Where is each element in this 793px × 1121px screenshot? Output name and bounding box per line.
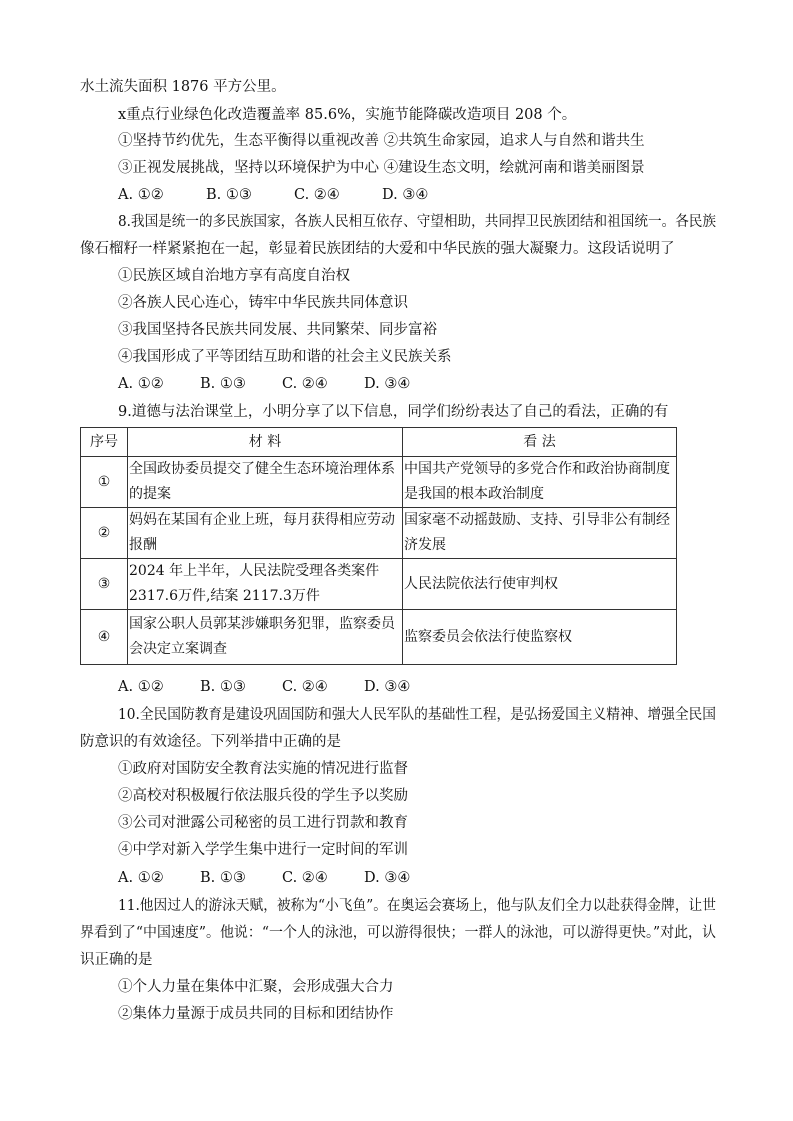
choice-c[interactable]: C. ②④ [282,679,328,695]
q8-option-4: ④我国形成了平等团结互助和谐的社会主义民族关系 [118,349,452,365]
table-row [81,610,677,665]
row-material: 妈妈在某国有企业上班，每月获得相应劳动 报酬 [128,508,403,559]
header-view: 看 法 [403,428,677,457]
q9-stem: 9.道德与法治课堂上，小明分享了以下信息，同学们纷纷表达了自己的看法，正确的有 [118,404,669,420]
row-number: ③ [81,559,128,610]
q11-option-2: ②集体力量源于成员共同的目标和团结协作 [118,1006,394,1022]
q11-stem-line-1: 11.他因过人的游泳天赋，被称为“小飞鱼”。在奥运会赛场上，他与队友们全力以赴获得金牌，让世 [118,898,716,914]
q10-choices [118,869,410,887]
choice-a[interactable]: A. ①② [118,376,164,392]
row-number: ② [81,508,128,559]
q8-option-1: ①民族区域自治地方享有高度自治权 [118,268,350,284]
q11-option-1: ①个人力量在集体中汇聚，会形成强大合力 [118,979,394,995]
choice-b[interactable]: B. ①③ [200,376,246,392]
choice-c[interactable]: C. ②④ [282,870,328,886]
table-row [81,457,677,508]
row-view: 监察委员会依法行使监察权 [403,610,677,665]
q10-stem-line-1: 10.全民国防教育是建设巩固国防和强大人民军队的基础性工程，是弘扬爱国主义精神、增强全民国 [118,707,716,723]
row-number: ① [81,457,128,508]
choice-d[interactable]: D. ③④ [364,679,411,695]
row-material: 全国政协委员提交了健全生态环境治理体系 的提案 [128,457,403,508]
choice-b[interactable]: B. ①③ [206,187,252,203]
choice-d[interactable]: D. ③④ [382,187,429,203]
table-row [81,559,677,610]
row-material: 国家公职人员郭某涉嫌职务犯罪，监察委员 会决定立案调查 [128,610,403,665]
row-view: 国家毫不动摇鼓励、支持、引导非公有制经 济发展 [403,508,677,559]
intro-line-2: x重点行业绿色化改造覆盖率 85.6%，实施节能降碳改造项目 208 个。 [118,107,577,123]
choice-a[interactable]: A. ①② [118,870,164,886]
intro-choices [118,186,428,204]
row-number: ④ [81,610,128,665]
intro-option-line-1: ①坚持节约优先，生态平衡得以重视改善 ②共筑生命家园，追求人与自然和谐共生 [118,133,645,149]
choice-c[interactable]: C. ②④ [294,187,340,203]
choice-a[interactable]: A. ①② [118,679,164,695]
q8-option-3: ③我国坚持各民族共同发展、共同繁荣、同步富裕 [118,322,437,338]
q8-choices [118,375,410,393]
row-view: 人民法院依法行使审判权 [403,559,677,610]
q10-option-4: ④中学对新入学学生集中进行一定时间的军训 [118,842,408,858]
choice-b[interactable]: B. ①③ [200,870,246,886]
q9-choices [118,678,410,696]
header-material: 材 料 [128,428,403,457]
q10-option-1: ①政府对国防安全教育法实施的情况进行监督 [118,761,408,777]
q11-stem-line-2: 界看到了“中国速度”。他说：“一个人的泳池，可以游得很快；一群人的泳池，可以游得更快。”对此，认 [80,925,716,941]
row-view: 中国共产党领导的多党合作和政治协商制度 是我国的根本政治制度 [403,457,677,508]
q9-table [80,427,677,665]
choice-d[interactable]: D. ③④ [364,870,411,886]
q11-stem-line-3: 识正确的是 [80,952,153,968]
intro-option-line-2: ③正视发展挑战，坚持以环境保护为中心 ④建设生态文明，绘就河南和谐美丽图景 [118,160,645,176]
q10-option-2: ②高校对积极履行依法服兵役的学生予以奖励 [118,788,408,804]
q10-stem-line-2: 防意识的有效途径。下列举措中正确的是 [80,734,341,750]
intro-line-1: 水土流失面积 1876 平方公里。 [80,79,286,95]
choice-c[interactable]: C. ②④ [282,376,328,392]
q8-stem-line-2: 像石榴籽一样紧紧抱在一起，彰显着民族团结的大爱和中华民族的强大凝聚力。这段话说明了 [80,241,675,257]
choice-a[interactable]: A. ①② [118,187,164,203]
q8-stem-line-1: 8.我国是统一的多民族国家，各族人民相互依存、守望相助，共同捍卫民族团结和祖国统一。各民族 [118,214,717,230]
q8-option-2: ②各族人民心连心，铸牢中华民族共同体意识 [118,295,408,311]
row-material: 2024 年上半年，人民法院受理各类案件 2317.6万件,结案 2117.3万件 [128,559,403,610]
table-row [81,508,677,559]
q10-option-3: ③公司对泄露公司秘密的员工进行罚款和教育 [118,815,408,831]
choice-d[interactable]: D. ③④ [364,376,411,392]
header-number: 序号 [81,428,128,457]
choice-b[interactable]: B. ①③ [200,679,246,695]
table-header-row [81,428,677,457]
